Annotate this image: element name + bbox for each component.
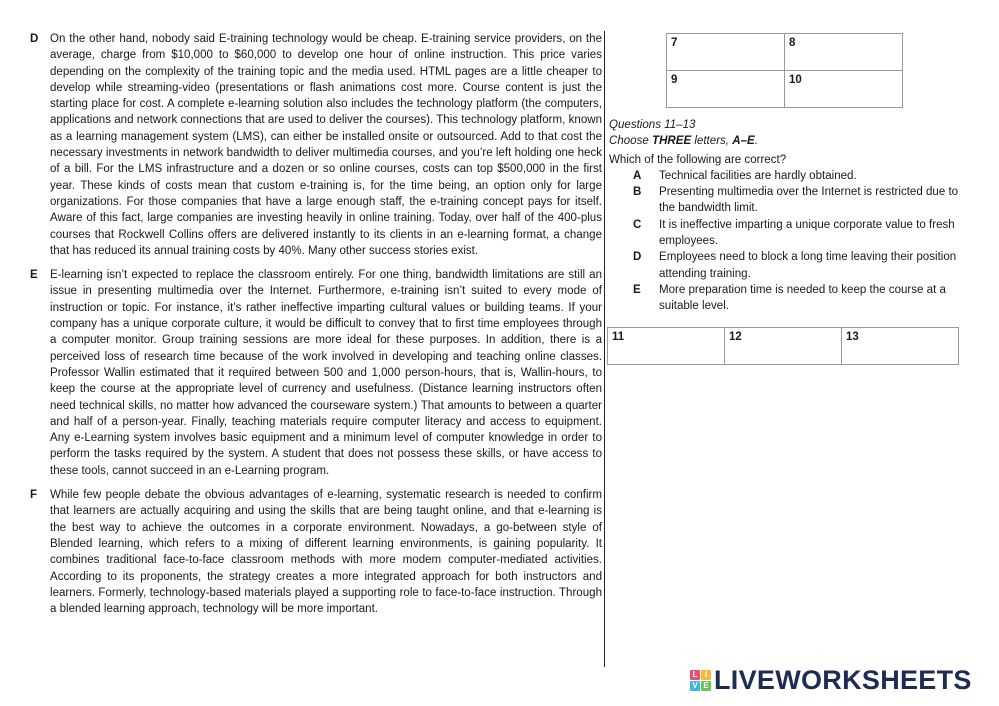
paragraph-d xyxy=(30,31,602,259)
option-text: Presenting multimedia over the Internet is restricted due to the bandwidth limit. xyxy=(659,186,959,215)
option-letter: B xyxy=(633,186,642,199)
paragraph-letter: E xyxy=(30,269,38,282)
paragraph-text: While few people debate the obvious advantages of e-learning, systematic research is needed to confirm that learners are actually acquiring and using the skills that are being taught online, and that e-learning is the best way to achieve the outcomes in a corporate environment. Nowadays, a go-between style of Blended learning, which refers to a mixing of different learning environments, is gaining popularity. It combines traditional face-to-face classroom methods with more modem computer-mediated activities. According to its proponents, the strategy creates a more integrated approach for both instructors and learners. Formerly, technology-based materials played a supporting role to face-to-face instruction. Through a blended learning approach, technology will be more important. xyxy=(50,489,602,616)
paragraph-text: On the other hand, nobody said E-training technology would be cheap. E-training service providers, on the average, charge from $10,000 to $60,000 to develop one hour of online instruction. This price varies depending on the complexity of the training topic and the media used. HTML pages are a little cheaper to develop while streaming-video (presentations or flash animations cost more. Course content is just the starting place for cost. A complete e-learning solution also includes the technology platform (the computers, applications and network connections that are used to deliver the courses). This technology platform, known as a learning management system (LMS), can either be installed onsite or outsourced. Add to that cost the necessary investments in network bandwidth to deliver multimedia courses, and you’re left holding one heck of a bill. For the LMS infrastructure and a dozen or so online courses, costs can top $500,000 in the first year. These kinds of costs mean that custom e-training is, for the time being, an option only for large organizations. For those companies that have a large enough staff, the e-training concept pays for itself. Aware of this fact, large companies are investing heavily in online training. Today, over half of the 400-plus courses that Rockwell Collins offers are delivered instantly to its clients in an e-learning format, a change that has reduced its annual training costs by 40%. Many other success stories exist. xyxy=(50,33,602,257)
paragraph-f xyxy=(30,487,602,617)
option-b xyxy=(609,184,959,217)
answer-box-8[interactable]: 8 xyxy=(785,34,903,71)
questions-prompt: Which of the following are correct? xyxy=(609,153,787,166)
answer-box-10[interactable]: 10 xyxy=(785,71,903,108)
option-c xyxy=(609,217,959,250)
answer-grid-7-10 xyxy=(666,33,903,108)
option-letter: E xyxy=(633,283,641,296)
questions-instruction: Choose THREE letters, A–E. xyxy=(609,135,758,148)
reading-passage xyxy=(30,31,602,625)
paragraph-letter: F xyxy=(30,489,38,502)
option-letter: C xyxy=(633,218,642,231)
option-a xyxy=(609,168,959,184)
option-d xyxy=(609,249,959,282)
answer-box-7[interactable]: 7 xyxy=(667,34,785,71)
option-text: More preparation time is needed to keep the course at a suitable level. xyxy=(659,283,946,313)
option-text: Technical facilities are hardly obtained. xyxy=(659,169,857,182)
option-text: Employees need to block a long time leaving their position attending training. xyxy=(659,251,957,280)
questions-section xyxy=(609,117,959,315)
answer-box-9[interactable]: 9 xyxy=(667,71,785,108)
answer-grid-11-13 xyxy=(607,327,959,365)
logo-text: LIVEWORKSHEETS xyxy=(714,665,972,695)
liveworksheets-logo-icon: L I V E xyxy=(690,670,711,691)
option-text: It is ineffective imparting a unique corporate value to fresh employees. xyxy=(659,218,955,248)
answer-box-11[interactable]: 11 xyxy=(608,328,725,365)
paragraph-e xyxy=(30,267,602,479)
answer-box-12[interactable]: 12 xyxy=(725,328,842,365)
liveworksheets-logo xyxy=(690,665,972,695)
answer-box-13[interactable]: 13 xyxy=(842,328,959,365)
questions-title: Questions 11–13 xyxy=(609,119,696,131)
paragraph-text: E-learning isn’t expected to replace the classroom entirely. For one thing, bandwidth limitations are still an issue in presenting multimedia over the Internet. Furthermore, e-training isn’t suited to every mode of instruction or topic. For instance, it’s rather ineffective imparting cultural values or building teams. If your company has a unique corporate culture, it would be difficult to convey that to first time employees through a computer monitor. Group training sessions are more ideal for these purposes. In addition, there is a perceived loss of research time because of the work involved in developing and teaching online classes. Professor Wallin estimated that it required between 500 and 1,000 person-hours, that is, Wallin-hours, to keep the course at the appropriate level of currency and usefulness. (Distance learning instructors often need technical skills, no matter how advanced the courseware system.) That amounts to between a quarter and half of a person-year. Finally, teaching materials require computer literacy and access to equipment. Any e-Learning system involves basic equipment and a minimum level of computer knowledge in order to perform the tasks required by the system. A student that does not possess these skills, or have access to these tools, cannot succeed in an e-Learning program. xyxy=(50,269,602,477)
option-letter: A xyxy=(633,169,642,182)
column-divider xyxy=(604,31,605,667)
paragraph-letter: D xyxy=(30,33,39,45)
option-letter: D xyxy=(633,251,642,264)
option-e xyxy=(609,282,959,315)
